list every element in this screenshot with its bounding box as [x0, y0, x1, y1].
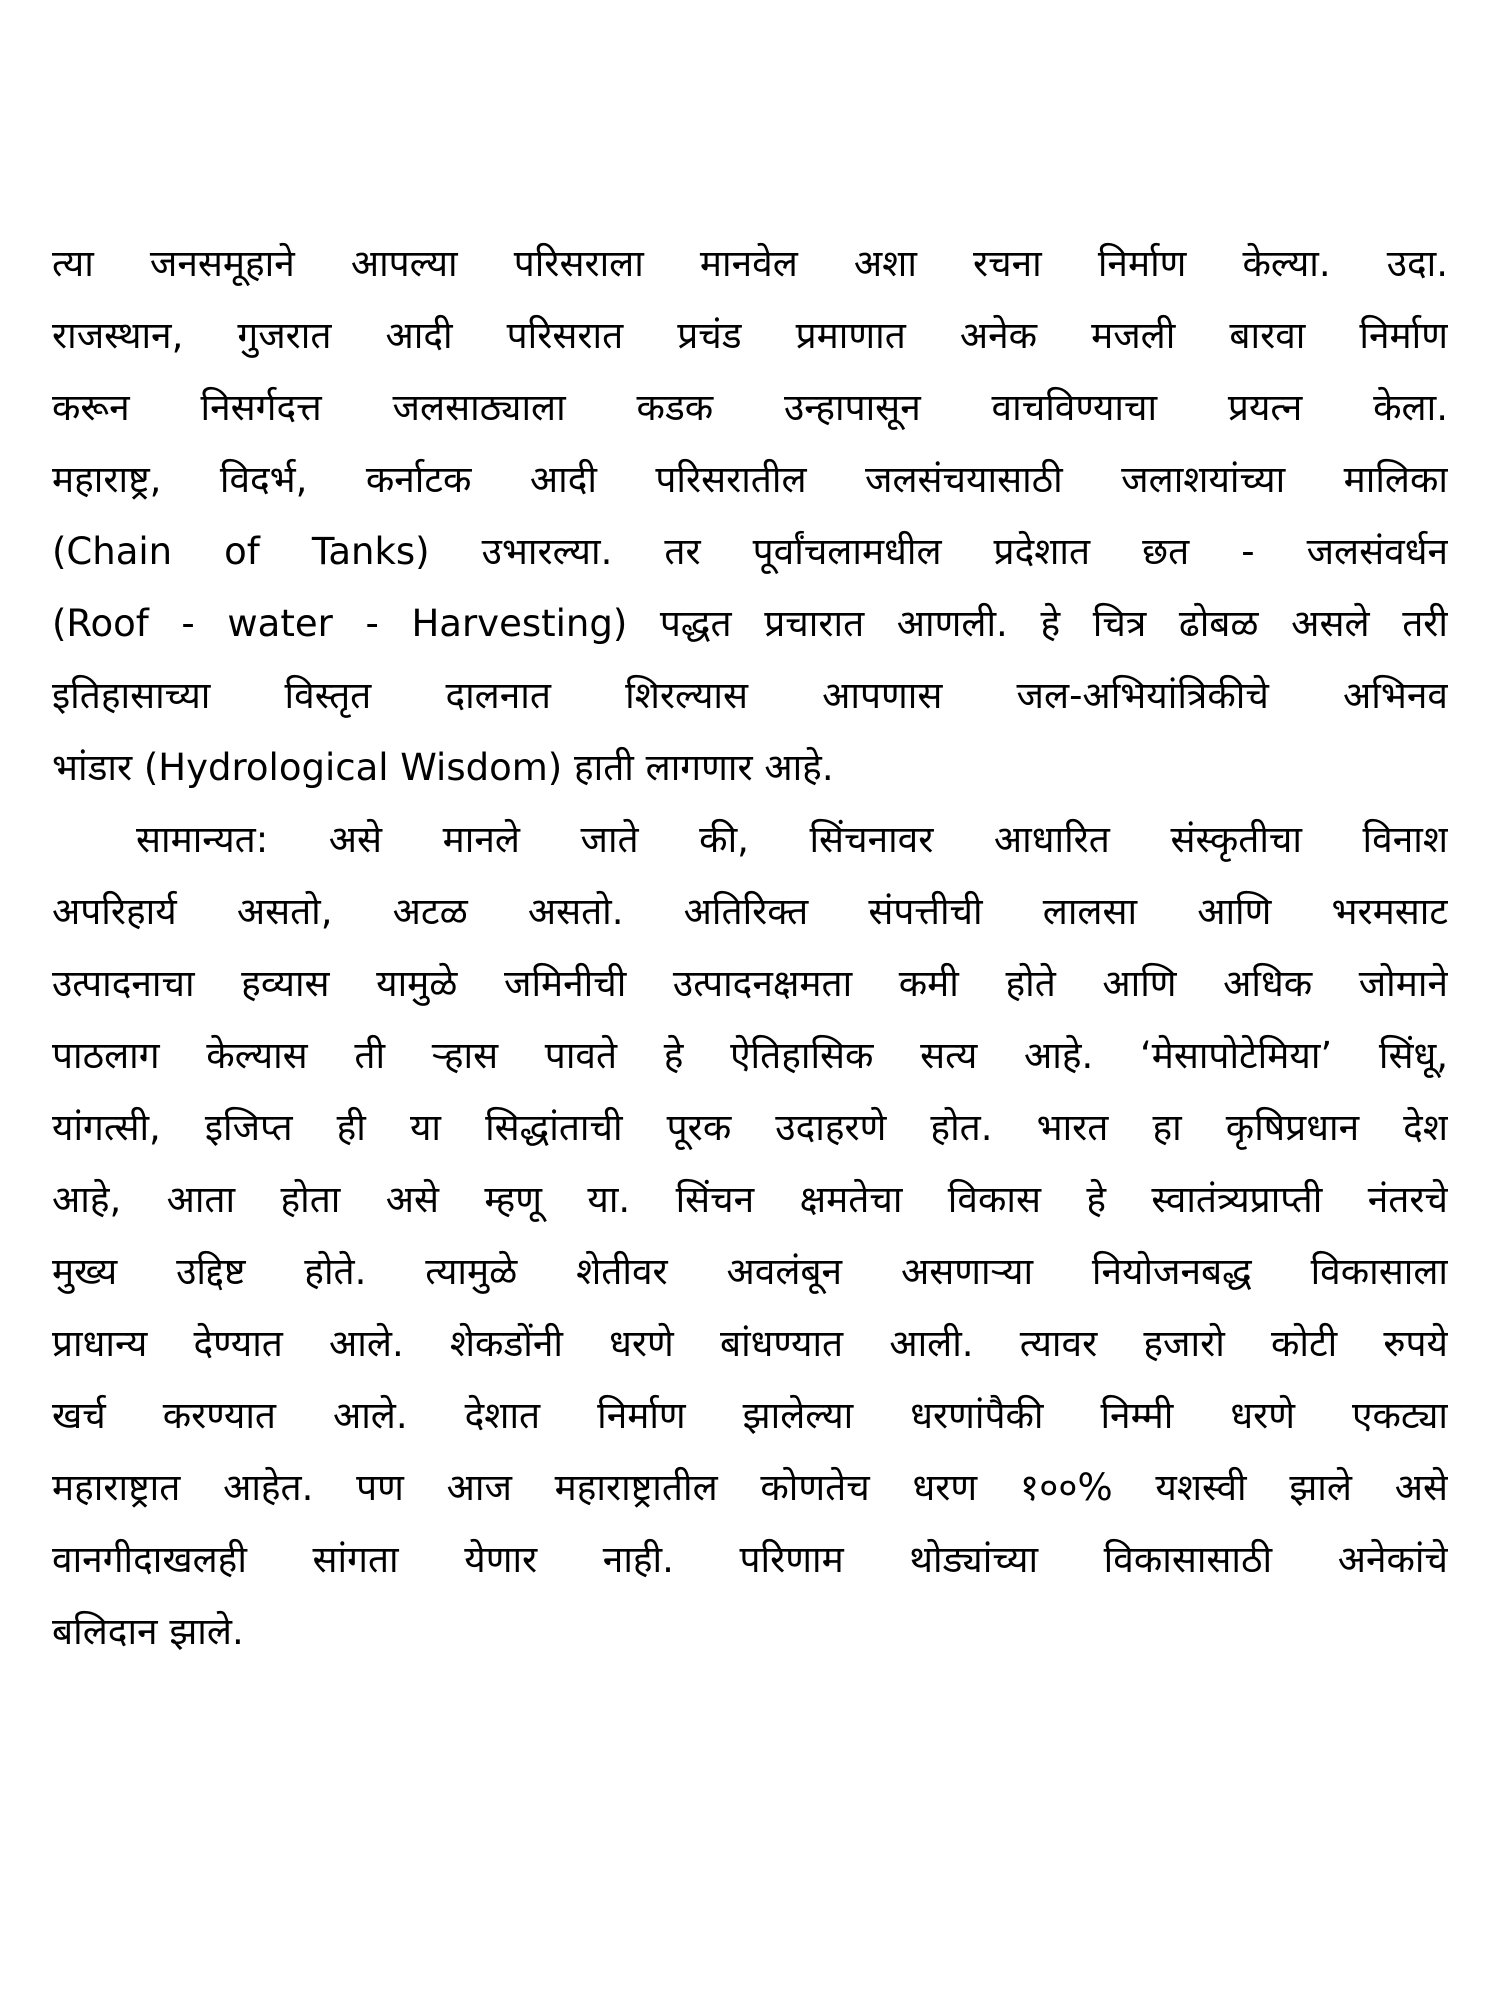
text-line: वानगीदाखलही सांगता येणार नाही. परिणाम थोड्यांच्या विकासासाठी अनेकांचे	[52, 1538, 1448, 1581]
text-line: भांडार (Hydrological Wisdom) हाती लागणार आहे.	[52, 746, 834, 789]
text-line: मुख्य उद्दिष्ट होते. त्यामुळे शेतीवर अवलंबून असणाऱ्या नियोजनबद्ध विकासाला	[52, 1250, 1448, 1293]
text-line: करून निसर्गदत्त जलसाठ्याला कडक उन्हापासून वाचविण्याचा प्रयत्न केला.	[52, 386, 1448, 429]
text-line: आहे, आता होता असे म्हणू या. सिंचन क्षमतेचा विकास हे स्वातंत्र्यप्राप्ती नंतरचे	[52, 1178, 1448, 1221]
text-line: बलिदान झाले.	[52, 1610, 244, 1653]
text-line: प्राधान्य देण्यात आले. शेकडोंनी धरणे बांधण्यात आली. त्यावर हजारो कोटी रुपये	[52, 1322, 1448, 1365]
text-line: महाराष्ट्र, विदर्भ, कर्नाटक आदी परिसरातील जलसंचयासाठी जलाशयांच्या मालिका	[52, 458, 1448, 501]
text-line: महाराष्ट्रात आहेत. पण आज महाराष्ट्रातील कोणतेच धरण १००% यशस्वी झाले असे	[52, 1466, 1448, 1509]
text-line: इतिहासाच्या विस्तृत दालनात शिरल्यास आपणास जल-अभियांत्रिकीचे अभिनव	[52, 674, 1448, 717]
paragraph-1	[52, 228, 1448, 804]
text-line: यांगत्सी, इजिप्त ही या सिद्धांताची पूरक उदाहरणे होत. भारत हा कृषिप्रधान देश	[52, 1106, 1448, 1149]
text-line: खर्च करण्यात आले. देशात निर्माण झालेल्या धरणांपैकी निम्मी धरणे एकट्या	[52, 1394, 1448, 1437]
text-line: (Chain of Tanks) उभारल्या. तर पूर्वांचलामधील प्रदेशात छत - जलसंवर्धन	[52, 530, 1448, 573]
paragraph-2	[52, 804, 1448, 1668]
text-line: सामान्यत: असे मानले जाते की, सिंचनावर आधारित संस्कृतीचा विनाश	[136, 818, 1448, 861]
text-line: राजस्थान, गुजरात आदी परिसरात प्रचंड प्रमाणात अनेक मजली बारवा निर्माण	[52, 314, 1448, 357]
text-line: (Roof - water - Harvesting) पद्धत प्रचारात आणली. हे चित्र ढोबळ असले तरी	[52, 602, 1448, 645]
document-body	[52, 228, 1448, 1668]
text-line: त्या जनसमूहाने आपल्या परिसराला मानवेल अशा रचना निर्माण केल्या. उदा.	[52, 242, 1448, 285]
text-line: उत्पादनाचा हव्यास यामुळे जमिनीची उत्पादनक्षमता कमी होते आणि अधिक जोमाने	[52, 962, 1448, 1005]
text-line: अपरिहार्य असतो, अटळ असतो. अतिरिक्त संपत्तीची लालसा आणि भरमसाट	[52, 890, 1448, 933]
text-line: पाठलाग केल्यास ती ऱ्हास पावते हे ऐतिहासिक सत्य आहे. ‘मेसापोटेमिया’ सिंधू,	[52, 1034, 1448, 1077]
